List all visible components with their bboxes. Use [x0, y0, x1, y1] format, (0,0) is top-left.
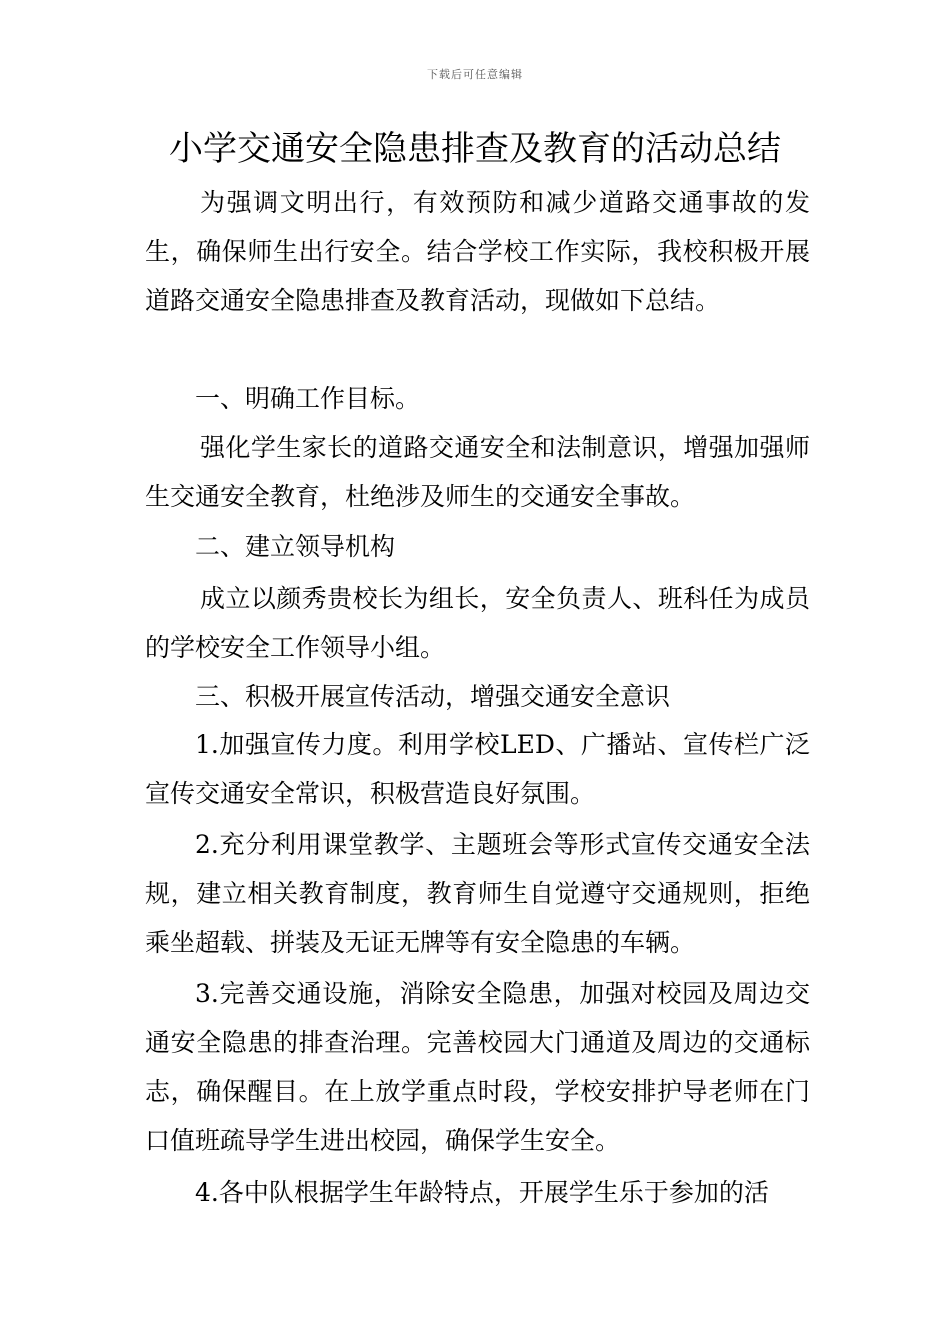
section2-paragraph: 成立以颜秀贵校长为组长，安全负责人、班科任为成员的学校安全工作领导小组。 [145, 584, 810, 662]
list-item-3: 3.完善交通设施，消除安全隐患，加强对校园及周边交通安全隐患的排查治理。完善校园大门通道及周边的交通标志，确保醒目。在上放学重点时段，学校安排护导老师在门口值班疏导学生进出校园，确保学生安全。 [145, 979, 810, 1155]
section3-heading: 三、积极开展宣传活动，增强交通安全意识 [195, 682, 671, 711]
list-item-2: 2.充分利用课堂教学、主题班会等形式宣传交通安全法规，建立相关教育制度，教育师生自觉遵守交通规则，拒绝乘坐超载、拼装及无证无牌等有安全隐患的车辆。 [145, 830, 810, 957]
section1-heading: 一、明确工作目标。 [195, 384, 421, 413]
section2-heading: 二、建立领导机构 [195, 532, 396, 561]
intro-paragraph: 为强调文明出行，有效预防和减少道路交通事故的发生，确保师生出行安全。结合学校工作实际，我校积极开展道路交通安全隐患排查及教育活动，现做如下总结。 [145, 188, 810, 315]
section1-paragraph: 强化学生家长的道路交通安全和法制意识，增强加强师生交通安全教育，杜绝涉及师生的交通安全事故。 [145, 433, 810, 511]
document-title: 小学交通安全隐患排查及教育的活动总结 [169, 129, 781, 169]
list-item-1: 1.加强宣传力度。利用学校LED、广播站、宣传栏广泛宣传交通安全常识，积极营造良好氛围。 [145, 730, 810, 808]
header-note: 下载后可任意编辑 [427, 68, 523, 81]
list-item-4: 4.各中队根据学生年龄特点，开展学生乐于参加的活 [195, 1178, 769, 1207]
